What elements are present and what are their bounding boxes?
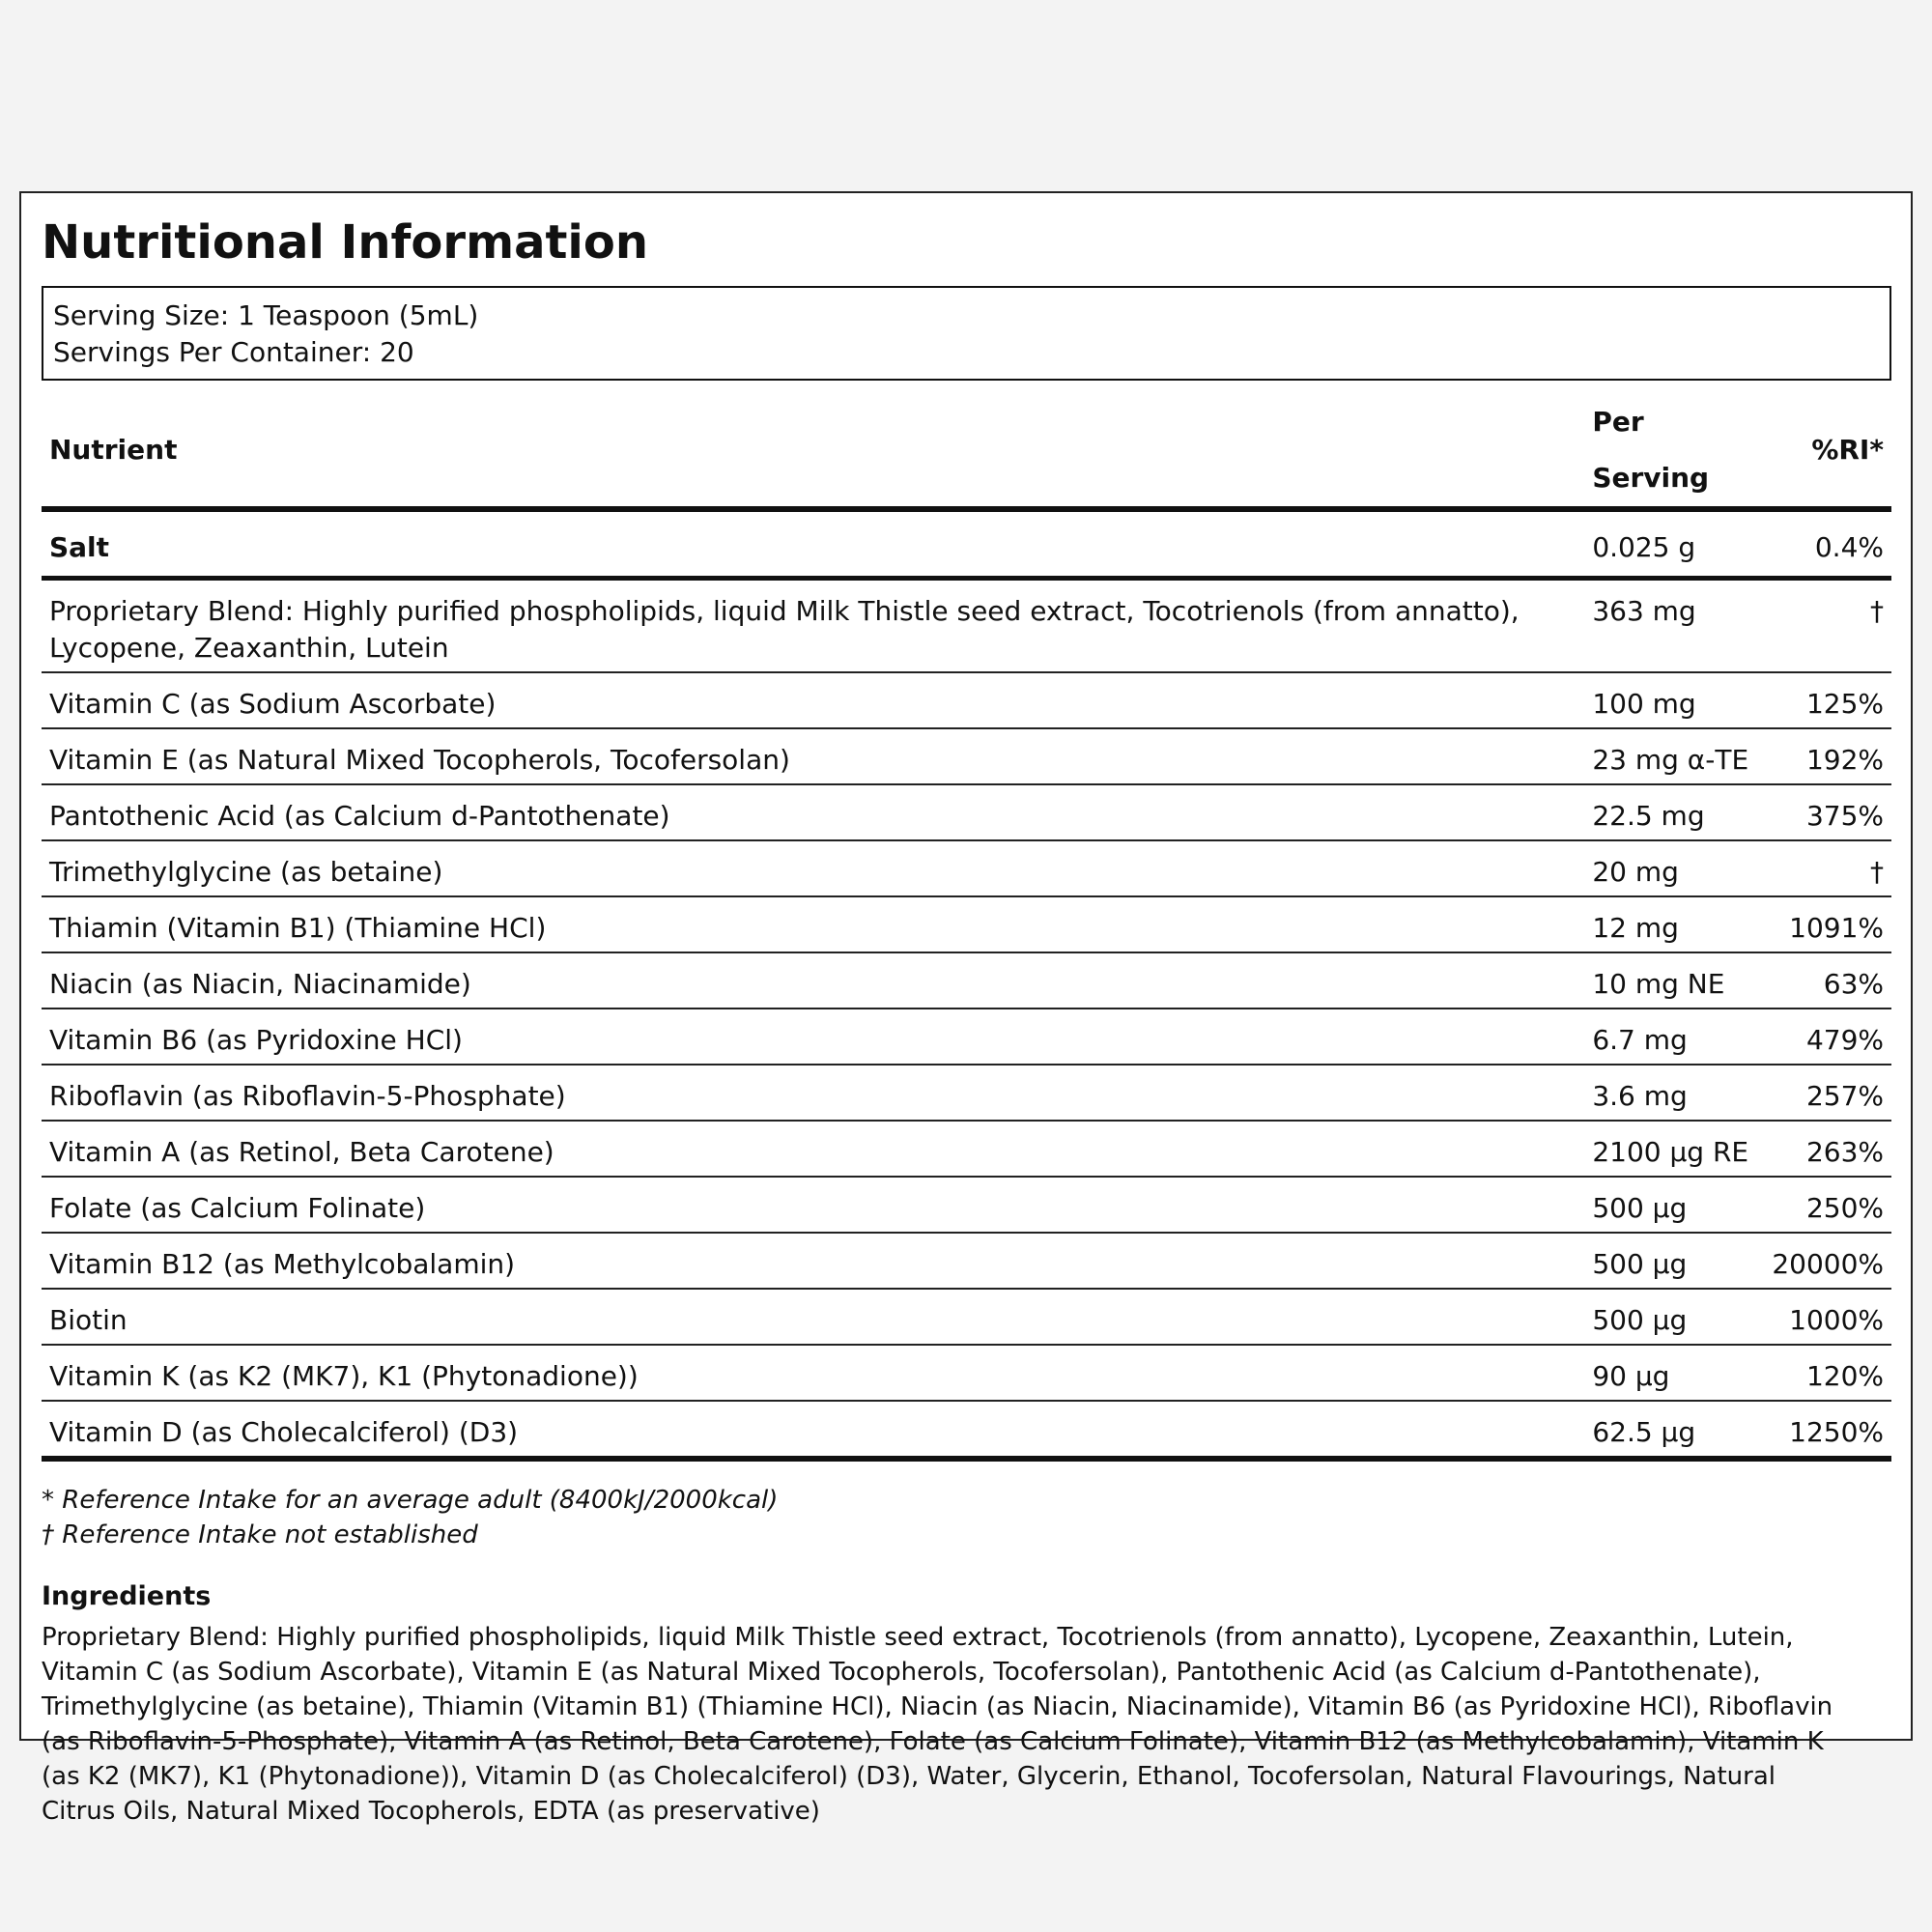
nutrient-ri: 0.4% [1764, 509, 1891, 579]
nutrient-amount: 20 mg [1584, 840, 1764, 896]
nutrient-ri: 263% [1764, 1121, 1891, 1177]
page-title: Nutritional Information [42, 215, 649, 270]
table-row [42, 1345, 1891, 1401]
nutrient-name: Vitamin D (as Cholecalciferol) (D3) [42, 1401, 1584, 1459]
nutrient-name: Thiamin (Vitamin B1) (Thiamine HCl) [42, 896, 1584, 952]
serving-info-box [42, 286, 1891, 381]
nutrient-ri: 375% [1764, 784, 1891, 840]
table-row [42, 1177, 1891, 1233]
table-row [42, 672, 1891, 728]
nutrient-name: Vitamin K (as K2 (MK7), K1 (Phytonadione)) [42, 1345, 1584, 1401]
header-nutrient: Nutrient [42, 394, 1584, 509]
nutrient-amount: 12 mg [1584, 896, 1764, 952]
nutrient-name: Salt [42, 509, 1584, 579]
nutrient-amount: 23 mg α-TE [1584, 728, 1764, 784]
footnote-dagger: † Reference Intake not established [42, 1520, 478, 1549]
nutrient-amount: 62.5 µg [1584, 1401, 1764, 1459]
ingredients-title: Ingredients [42, 1581, 212, 1611]
header-per-serving: Per Serving [1584, 394, 1764, 509]
nutrient-ri: 1091% [1764, 896, 1891, 952]
table-header-row [42, 394, 1891, 509]
nutrient-ri: 20000% [1764, 1233, 1891, 1289]
nutrient-amount: 363 mg [1584, 579, 1764, 673]
nutrient-amount: 0.025 g [1584, 509, 1764, 579]
nutrient-amount: 90 µg [1584, 1345, 1764, 1401]
table-row [42, 1121, 1891, 1177]
nutrient-amount: 3.6 mg [1584, 1065, 1764, 1121]
nutrient-name: Vitamin B6 (as Pyridoxine HCl) [42, 1009, 1584, 1065]
servings-per-container: Servings Per Container: 20 [53, 336, 414, 368]
nutrient-ri: 1000% [1764, 1289, 1891, 1345]
table-row [42, 1289, 1891, 1345]
nutrition-panel [19, 191, 1913, 1826]
table-row [42, 840, 1891, 896]
nutrient-name: Proprietary Blend: Highly purified phospholipids, liquid Milk Thistle seed extract, Tocotrienols (from annatto), Lycopene, Zeaxanthin, Lutein [42, 579, 1584, 673]
ingredients-text: Proprietary Blend: Highly purified phospholipids, liquid Milk Thistle seed extract, Tocotrienols (from annatto), Lycopene, Zeaxanthin, Lutein, Vitamin C (as Sodium Ascorbate), Vitamin E (as Natural Mixed Tocopherols, Tocofersolan), Pantothenic Acid (as Calcium d-Pantothenate), Trimethylglycine (as betaine), Thiamin (Vitamin B1) (Thiamine HCl), Niacin (as Niacin, Niacinamide), Vitamin B6 (as Pyridoxine HCl), Riboflavin (as Riboflavin-5-Phosphate), Vitamin A (as Retinol, Beta Carotene), Folate (as Calcium Folinate), Vitamin B12 (as Methylcobalamin), Vitamin K (as K2 (MK7), K1 (Phytonadione)), Vitamin D (as Cholecalciferol) (D3), Water, Glycerin, Ethanol, Tocofersolan, Natural Flavourings, Natural Citrus Oils, Natural Mixed Tocopherols, EDTA (as preservative) [42, 1623, 1833, 1826]
nutrient-ri: 63% [1764, 952, 1891, 1009]
nutrient-amount: 100 mg [1584, 672, 1764, 728]
nutrient-name: Vitamin A (as Retinol, Beta Carotene) [42, 1121, 1584, 1177]
table-row [42, 1065, 1891, 1121]
nutrient-table [42, 394, 1891, 1462]
nutrient-name: Vitamin B12 (as Methylcobalamin) [42, 1233, 1584, 1289]
nutrient-ri: 257% [1764, 1065, 1891, 1121]
nutrient-ri: † [1764, 579, 1891, 673]
nutrient-name: Vitamin E (as Natural Mixed Tocopherols, Tocofersolan) [42, 728, 1584, 784]
footnotes [42, 1483, 1891, 1552]
nutrient-ri: 1250% [1764, 1401, 1891, 1459]
nutrient-amount: 2100 µg RE [1584, 1121, 1764, 1177]
table-row [42, 1009, 1891, 1065]
nutrient-amount: 10 mg NE [1584, 952, 1764, 1009]
nutrient-name: Biotin [42, 1289, 1584, 1345]
nutrient-amount: 500 µg [1584, 1233, 1764, 1289]
nutrient-amount: 500 µg [1584, 1289, 1764, 1345]
table-row [42, 1233, 1891, 1289]
serving-size: Serving Size: 1 Teaspoon (5mL) [53, 299, 479, 331]
nutrient-name: Pantothenic Acid (as Calcium d-Pantothenate) [42, 784, 1584, 840]
nutrient-name: Vitamin C (as Sodium Ascorbate) [42, 672, 1584, 728]
nutrient-name: Folate (as Calcium Folinate) [42, 1177, 1584, 1233]
nutrient-amount: 500 µg [1584, 1177, 1764, 1233]
table-row [42, 579, 1891, 673]
nutrient-name: Niacin (as Niacin, Niacinamide) [42, 952, 1584, 1009]
table-row [42, 952, 1891, 1009]
nutrient-ri: 125% [1764, 672, 1891, 728]
table-row [42, 896, 1891, 952]
nutrient-name: Trimethylglycine (as betaine) [42, 840, 1584, 896]
nutrient-ri: † [1764, 840, 1891, 896]
nutrient-ri: 192% [1764, 728, 1891, 784]
header-ri: %RI* [1764, 394, 1891, 509]
table-row [42, 784, 1891, 840]
nutrient-ri: 250% [1764, 1177, 1891, 1233]
nutrient-amount: 6.7 mg [1584, 1009, 1764, 1065]
table-row [42, 1401, 1891, 1459]
footnote-ri: * Reference Intake for an average adult (8400kJ/2000kcal) [42, 1486, 779, 1515]
nutrient-ri: 479% [1764, 1009, 1891, 1065]
nutrient-name: Riboflavin (as Riboflavin-5-Phosphate) [42, 1065, 1584, 1121]
nutrient-amount: 22.5 mg [1584, 784, 1764, 840]
table-row-salt [42, 509, 1891, 579]
nutrient-ri: 120% [1764, 1345, 1891, 1401]
table-row [42, 728, 1891, 784]
